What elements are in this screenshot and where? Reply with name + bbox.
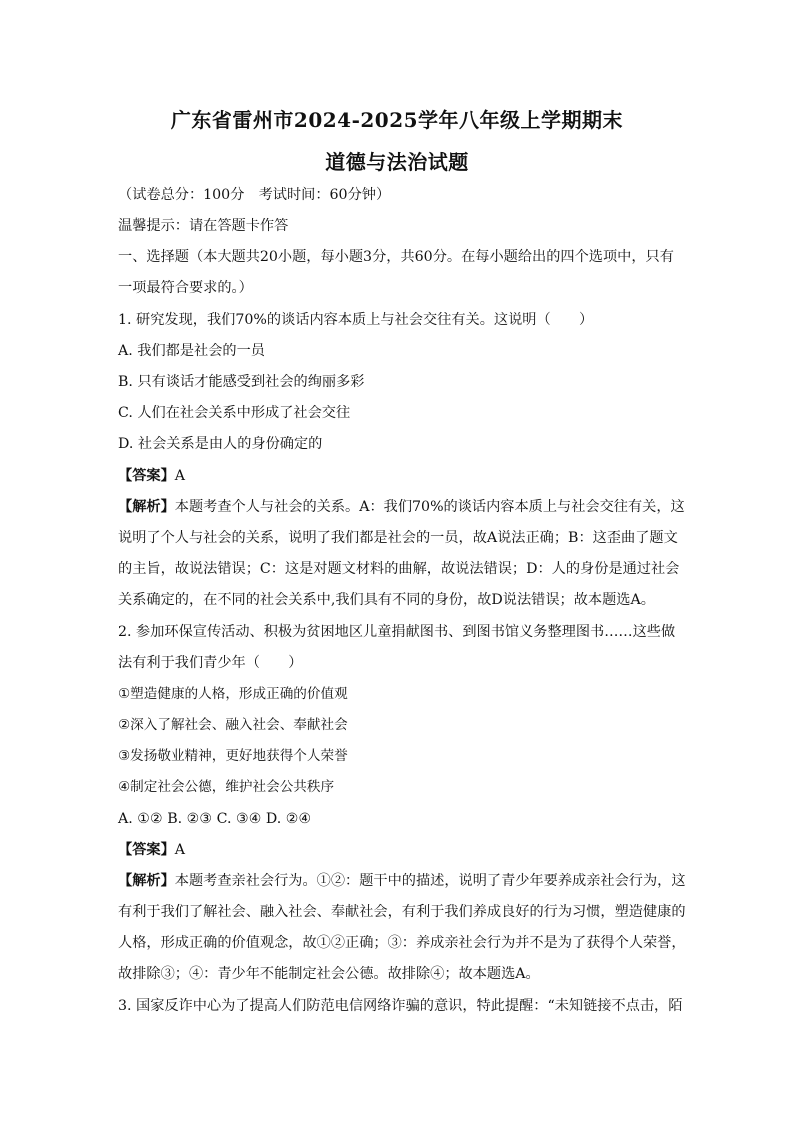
q1-analysis-line-1 [118,497,685,517]
q1-option-c: C. 人们在社会关系中形成了社会交往 [118,405,351,421]
title-line-2: 道德与法治试题 [325,150,469,174]
q1-analysis-line-2: 说明了个人与社会的关系，说明了我们都是社会的一员，故A说法正确；B：这歪曲了题文 [118,530,678,546]
q2-analysis-line-1 [118,871,686,891]
q2-statement-4: ④制定社会公德，维护社会公共秩序 [118,779,335,795]
title-line-1: 广东省雷州市2024-2025学年八年级上学期期末 [170,108,624,132]
q2-statement-1: ①塑造健康的人格，形成正确的价值观 [118,686,348,702]
q2-options: A. ①② B. ②③ C. ③④ D. ②④ [118,811,312,827]
q2-analysis-line-3: 人格，形成正确的价值观念，故①②正确；③：养成亲社会行为并不是为了获得个人荣誉， [118,935,686,951]
q1-option-a: A. 我们都是社会的一员 [118,343,265,359]
q1-answer-label: 【答案】 [118,468,175,484]
q1-analysis-label: 【解析】 [118,499,175,515]
q1-answer-value: A [174,468,186,484]
q1-stem: 1. 研究发现，我们70%的谈话内容本质上与社会交往有关。这说明（ ） [118,312,594,328]
q1-answer [118,466,185,486]
q1-analysis-line-4: 关系确定的，在不同的社会关系中,我们具有不同的身份，故D说法错误；故本题选A。 [118,592,655,608]
q2-analysis-line-2: 有利于我们了解社会、融入社会、奉献社会，有利于我们养成良好的行为习惯，塑造健康的 [118,904,686,920]
section-intro-line-1: 一、选择题（本大题共20小题，每小题3分，共60分。在每小题给出的四个选项中，只有 [118,249,674,265]
q2-stem-line-1: 2. 参加环保宣传活动、积极为贫困地区儿童捐献图书、到图书馆义务整理图书……这些做 [118,624,676,640]
notice: 温馨提示：请在答题卡作答 [118,218,289,234]
q2-stem-line-2: 法有利于我们青少年（ ） [118,655,303,671]
q2-analysis-label: 【解析】 [118,873,175,889]
q1-analysis-text-1: 本题考查个人与社会的关系。A：我们70%的谈话内容本质上与社会交往有关，这 [174,499,685,515]
q1-option-b: B. 只有谈话才能感受到社会的绚丽多彩 [118,374,365,390]
q2-analysis-text-1: 本题考查亲社会行为。①②：题干中的描述，说明了青少年要养成亲社会行为，这 [174,873,686,889]
q1-option-d: D. 社会关系是由人的身份确定的 [118,436,323,452]
q2-statement-2: ②深入了解社会、融入社会、奉献社会 [118,717,348,733]
q2-statement-3: ③发扬敬业精神，更好地获得个人荣誉 [118,748,348,764]
section-intro-line-2: 一项最符合要求的。） [118,280,253,296]
q3-stem-line-1: 3. 国家反诈中心为了提高人们防范电信网络诈骗的意识，特此提醒：“未知链接不点击，陌 [118,998,683,1014]
q2-analysis-line-4: 故排除③；④：青少年不能制定社会公德。故排除④；故本题选A。 [118,966,540,982]
q2-answer [118,840,185,860]
q1-analysis-line-3: 的主旨，故说法错误；C：这是对题文材料的曲解，故说法错误；D：人的身份是通过社会 [118,561,680,577]
q2-answer-value: A [174,842,186,858]
exam-info: （试卷总分：100分 考试时间：60分钟） [118,187,391,203]
q2-answer-label: 【答案】 [118,842,175,858]
